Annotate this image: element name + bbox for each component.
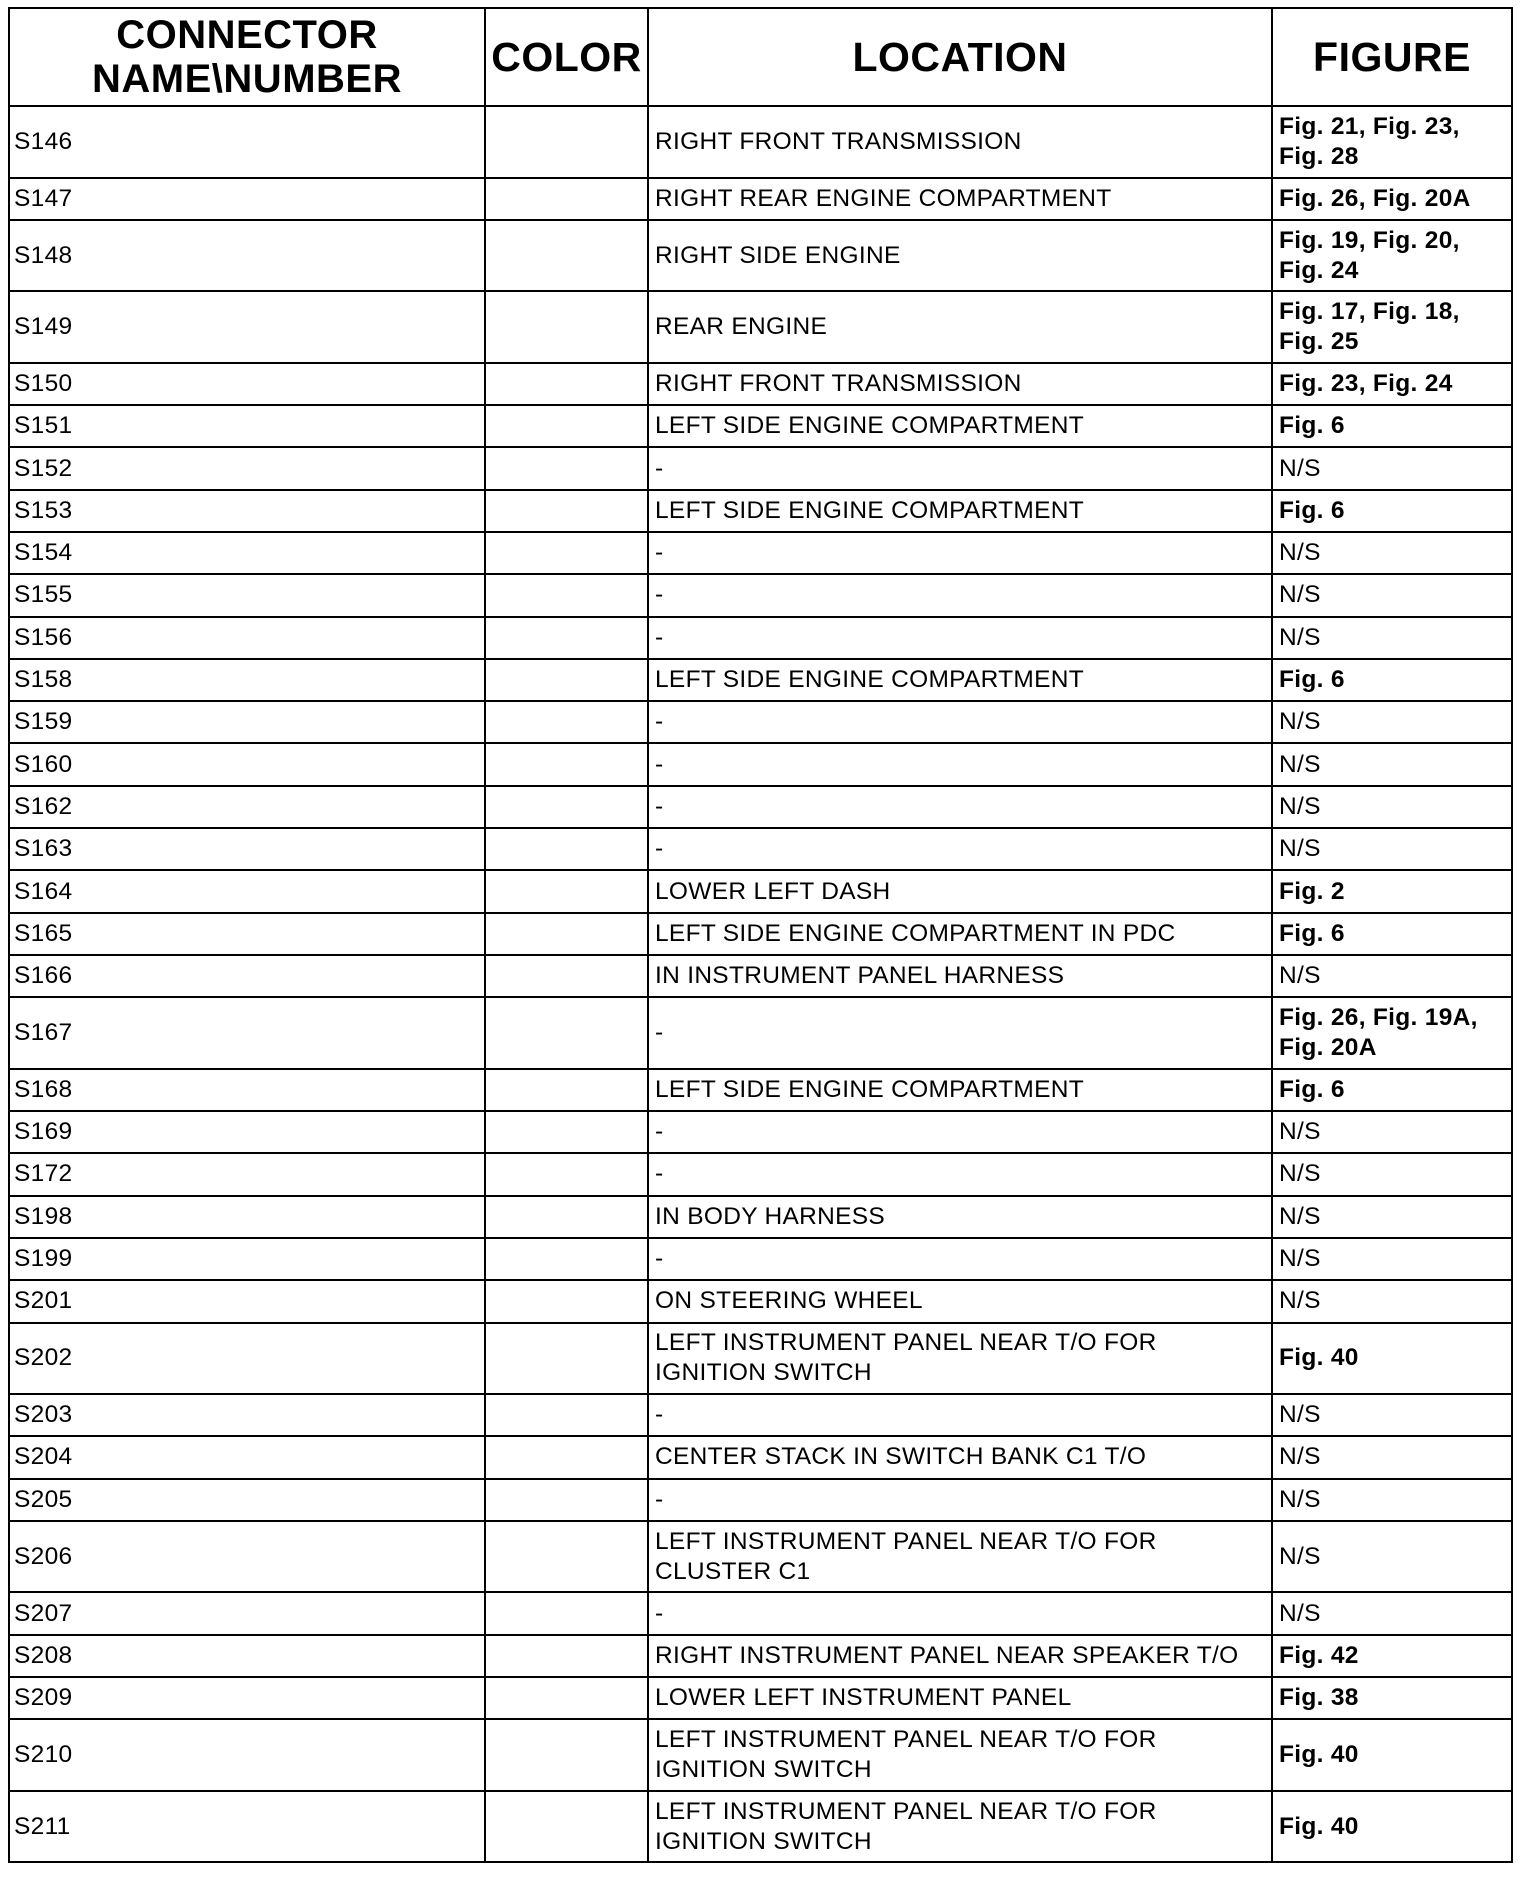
cell-location: - bbox=[648, 532, 1272, 574]
cell-color bbox=[485, 363, 648, 405]
cell-connector-name: S205 bbox=[9, 1479, 485, 1521]
table-row bbox=[9, 1592, 1512, 1634]
table-row bbox=[9, 617, 1512, 659]
cell-color bbox=[485, 574, 648, 616]
cell-figure: N/S bbox=[1272, 828, 1512, 870]
table-row bbox=[9, 1280, 1512, 1322]
cell-location: - bbox=[648, 997, 1272, 1069]
cell-connector-name: S204 bbox=[9, 1436, 485, 1478]
cell-figure: Fig. 26, Fig. 19A, Fig. 20A bbox=[1272, 997, 1512, 1069]
cell-figure: Fig. 17, Fig. 18, Fig. 25 bbox=[1272, 291, 1512, 363]
cell-figure: N/S bbox=[1272, 743, 1512, 785]
cell-connector-name: S210 bbox=[9, 1719, 485, 1791]
cell-figure: Fig. 38 bbox=[1272, 1677, 1512, 1719]
table-row bbox=[9, 106, 1512, 178]
cell-connector-name: S168 bbox=[9, 1069, 485, 1111]
cell-figure: N/S bbox=[1272, 955, 1512, 997]
cell-location: RIGHT INSTRUMENT PANEL NEAR SPEAKER T/O bbox=[648, 1635, 1272, 1677]
cell-color bbox=[485, 178, 648, 220]
cell-color bbox=[485, 490, 648, 532]
cell-figure: Fig. 40 bbox=[1272, 1323, 1512, 1395]
cell-location: LEFT INSTRUMENT PANEL NEAR T/O FOR IGNITION SWITCH bbox=[648, 1719, 1272, 1791]
cell-connector-name: S202 bbox=[9, 1323, 485, 1395]
cell-location: - bbox=[648, 1153, 1272, 1195]
cell-location: RIGHT SIDE ENGINE bbox=[648, 220, 1272, 292]
cell-color bbox=[485, 1196, 648, 1238]
cell-figure: Fig. 2 bbox=[1272, 870, 1512, 912]
table-row bbox=[9, 1521, 1512, 1593]
cell-color bbox=[485, 1677, 648, 1719]
cell-location: LOWER LEFT DASH bbox=[648, 870, 1272, 912]
cell-figure: N/S bbox=[1272, 617, 1512, 659]
cell-connector-name: S152 bbox=[9, 447, 485, 489]
table-row bbox=[9, 913, 1512, 955]
table-row bbox=[9, 955, 1512, 997]
cell-figure: Fig. 21, Fig. 23, Fig. 28 bbox=[1272, 106, 1512, 178]
connector-table bbox=[8, 7, 1513, 1863]
cell-color bbox=[485, 1394, 648, 1436]
cell-connector-name: S169 bbox=[9, 1111, 485, 1153]
cell-figure: N/S bbox=[1272, 1436, 1512, 1478]
cell-location: RIGHT REAR ENGINE COMPARTMENT bbox=[648, 178, 1272, 220]
cell-color bbox=[485, 743, 648, 785]
table-row bbox=[9, 574, 1512, 616]
cell-connector-name: S208 bbox=[9, 1635, 485, 1677]
cell-location: - bbox=[648, 743, 1272, 785]
table-row bbox=[9, 870, 1512, 912]
table-row bbox=[9, 1153, 1512, 1195]
table-row bbox=[9, 1677, 1512, 1719]
cell-figure: N/S bbox=[1272, 1394, 1512, 1436]
cell-location: - bbox=[648, 1394, 1272, 1436]
cell-color bbox=[485, 532, 648, 574]
cell-connector-name: S158 bbox=[9, 659, 485, 701]
cell-location: RIGHT FRONT TRANSMISSION bbox=[648, 363, 1272, 405]
cell-color bbox=[485, 997, 648, 1069]
cell-connector-name: S199 bbox=[9, 1238, 485, 1280]
cell-connector-name: S148 bbox=[9, 220, 485, 292]
cell-figure: Fig. 6 bbox=[1272, 913, 1512, 955]
cell-connector-name: S201 bbox=[9, 1280, 485, 1322]
cell-location: LEFT SIDE ENGINE COMPARTMENT bbox=[648, 405, 1272, 447]
header-color: COLOR bbox=[485, 8, 648, 106]
cell-connector-name: S198 bbox=[9, 1196, 485, 1238]
header-row bbox=[9, 8, 1512, 106]
header-location: LOCATION bbox=[648, 8, 1272, 106]
cell-color bbox=[485, 1436, 648, 1478]
table-row bbox=[9, 1719, 1512, 1791]
table-row bbox=[9, 1238, 1512, 1280]
cell-location: - bbox=[648, 1479, 1272, 1521]
cell-location: LEFT INSTRUMENT PANEL NEAR T/O FOR CLUSTER C1 bbox=[648, 1521, 1272, 1593]
cell-figure: N/S bbox=[1272, 1521, 1512, 1593]
cell-figure: Fig. 26, Fig. 20A bbox=[1272, 178, 1512, 220]
table-body bbox=[9, 106, 1512, 1862]
cell-figure: Fig. 40 bbox=[1272, 1719, 1512, 1791]
table-row bbox=[9, 178, 1512, 220]
cell-figure: Fig. 6 bbox=[1272, 1069, 1512, 1111]
cell-figure: Fig. 42 bbox=[1272, 1635, 1512, 1677]
cell-connector-name: S172 bbox=[9, 1153, 485, 1195]
cell-color bbox=[485, 1069, 648, 1111]
cell-connector-name: S167 bbox=[9, 997, 485, 1069]
cell-color bbox=[485, 1479, 648, 1521]
cell-connector-name: S156 bbox=[9, 617, 485, 659]
cell-connector-name: S166 bbox=[9, 955, 485, 997]
cell-figure: N/S bbox=[1272, 701, 1512, 743]
table-row bbox=[9, 291, 1512, 363]
cell-figure: Fig. 19, Fig. 20, Fig. 24 bbox=[1272, 220, 1512, 292]
cell-connector-name: S151 bbox=[9, 405, 485, 447]
cell-figure: Fig. 23, Fig. 24 bbox=[1272, 363, 1512, 405]
cell-color bbox=[485, 106, 648, 178]
cell-figure: N/S bbox=[1272, 532, 1512, 574]
header-figure: FIGURE bbox=[1272, 8, 1512, 106]
table-row bbox=[9, 743, 1512, 785]
table-row bbox=[9, 1635, 1512, 1677]
cell-location: ON STEERING WHEEL bbox=[648, 1280, 1272, 1322]
header-connector-line1: CONNECTOR bbox=[116, 13, 378, 57]
table-row bbox=[9, 220, 1512, 292]
cell-location: LEFT SIDE ENGINE COMPARTMENT bbox=[648, 1069, 1272, 1111]
cell-color bbox=[485, 405, 648, 447]
table-row bbox=[9, 363, 1512, 405]
cell-figure: Fig. 40 bbox=[1272, 1791, 1512, 1863]
cell-location: RIGHT FRONT TRANSMISSION bbox=[648, 106, 1272, 178]
cell-connector-name: S150 bbox=[9, 363, 485, 405]
table-header bbox=[9, 8, 1512, 106]
cell-location: LEFT SIDE ENGINE COMPARTMENT bbox=[648, 490, 1272, 532]
cell-connector-name: S203 bbox=[9, 1394, 485, 1436]
cell-connector-name: S149 bbox=[9, 291, 485, 363]
cell-color bbox=[485, 1592, 648, 1634]
cell-color bbox=[485, 1238, 648, 1280]
table-row bbox=[9, 997, 1512, 1069]
cell-connector-name: S147 bbox=[9, 178, 485, 220]
table-row bbox=[9, 828, 1512, 870]
cell-color bbox=[485, 617, 648, 659]
cell-location: - bbox=[648, 574, 1272, 616]
cell-connector-name: S164 bbox=[9, 870, 485, 912]
cell-connector-name: S155 bbox=[9, 574, 485, 616]
cell-figure: N/S bbox=[1272, 1196, 1512, 1238]
table-row bbox=[9, 1196, 1512, 1238]
table-row bbox=[9, 701, 1512, 743]
cell-figure: Fig. 6 bbox=[1272, 405, 1512, 447]
table-row bbox=[9, 786, 1512, 828]
table-row bbox=[9, 532, 1512, 574]
cell-connector-name: S206 bbox=[9, 1521, 485, 1593]
cell-color bbox=[485, 220, 648, 292]
cell-color bbox=[485, 1153, 648, 1195]
cell-figure: N/S bbox=[1272, 447, 1512, 489]
cell-connector-name: S209 bbox=[9, 1677, 485, 1719]
cell-location: - bbox=[648, 1592, 1272, 1634]
cell-figure: N/S bbox=[1272, 1280, 1512, 1322]
table-row bbox=[9, 1479, 1512, 1521]
cell-connector-name: S207 bbox=[9, 1592, 485, 1634]
cell-color bbox=[485, 828, 648, 870]
cell-location: IN BODY HARNESS bbox=[648, 1196, 1272, 1238]
cell-connector-name: S160 bbox=[9, 743, 485, 785]
table-row bbox=[9, 659, 1512, 701]
cell-color bbox=[485, 1719, 648, 1791]
cell-connector-name: S165 bbox=[9, 913, 485, 955]
cell-figure: N/S bbox=[1272, 786, 1512, 828]
cell-color bbox=[485, 1635, 648, 1677]
cell-color bbox=[485, 1111, 648, 1153]
cell-figure: N/S bbox=[1272, 1592, 1512, 1634]
cell-location: - bbox=[648, 1238, 1272, 1280]
table-row bbox=[9, 405, 1512, 447]
cell-location: - bbox=[648, 1111, 1272, 1153]
cell-color bbox=[485, 1323, 648, 1395]
cell-location: LEFT INSTRUMENT PANEL NEAR T/O FOR IGNITION SWITCH bbox=[648, 1791, 1272, 1863]
table-row bbox=[9, 490, 1512, 532]
header-connector-line2: NAME\NUMBER bbox=[92, 57, 402, 101]
cell-location: LEFT SIDE ENGINE COMPARTMENT bbox=[648, 659, 1272, 701]
cell-color bbox=[485, 701, 648, 743]
cell-figure: Fig. 6 bbox=[1272, 659, 1512, 701]
cell-location: - bbox=[648, 701, 1272, 743]
cell-connector-name: S153 bbox=[9, 490, 485, 532]
cell-color bbox=[485, 659, 648, 701]
cell-color bbox=[485, 1280, 648, 1322]
cell-figure: N/S bbox=[1272, 1111, 1512, 1153]
cell-location: - bbox=[648, 617, 1272, 659]
cell-connector-name: S162 bbox=[9, 786, 485, 828]
cell-color bbox=[485, 291, 648, 363]
cell-location: REAR ENGINE bbox=[648, 291, 1272, 363]
cell-connector-name: S154 bbox=[9, 532, 485, 574]
table-row bbox=[9, 1323, 1512, 1395]
table-row bbox=[9, 1111, 1512, 1153]
table-row bbox=[9, 1069, 1512, 1111]
table-row bbox=[9, 1394, 1512, 1436]
cell-color bbox=[485, 955, 648, 997]
cell-color bbox=[485, 1791, 648, 1863]
table-row bbox=[9, 447, 1512, 489]
cell-figure: N/S bbox=[1272, 1238, 1512, 1280]
cell-figure: N/S bbox=[1272, 1153, 1512, 1195]
cell-location: - bbox=[648, 786, 1272, 828]
cell-location: LEFT SIDE ENGINE COMPARTMENT IN PDC bbox=[648, 913, 1272, 955]
cell-connector-name: S211 bbox=[9, 1791, 485, 1863]
cell-figure: Fig. 6 bbox=[1272, 490, 1512, 532]
cell-location: LOWER LEFT INSTRUMENT PANEL bbox=[648, 1677, 1272, 1719]
cell-location: CENTER STACK IN SWITCH BANK C1 T/O bbox=[648, 1436, 1272, 1478]
cell-location: - bbox=[648, 447, 1272, 489]
cell-location: IN INSTRUMENT PANEL HARNESS bbox=[648, 955, 1272, 997]
cell-color bbox=[485, 447, 648, 489]
header-connector-name bbox=[9, 8, 485, 106]
cell-connector-name: S163 bbox=[9, 828, 485, 870]
table-row bbox=[9, 1436, 1512, 1478]
cell-color bbox=[485, 1521, 648, 1593]
cell-connector-name: S159 bbox=[9, 701, 485, 743]
cell-color bbox=[485, 870, 648, 912]
cell-location: - bbox=[648, 828, 1272, 870]
cell-color bbox=[485, 913, 648, 955]
cell-figure: N/S bbox=[1272, 1479, 1512, 1521]
cell-figure: N/S bbox=[1272, 574, 1512, 616]
cell-color bbox=[485, 786, 648, 828]
cell-connector-name: S146 bbox=[9, 106, 485, 178]
cell-location: LEFT INSTRUMENT PANEL NEAR T/O FOR IGNITION SWITCH bbox=[648, 1323, 1272, 1395]
table-row bbox=[9, 1791, 1512, 1863]
